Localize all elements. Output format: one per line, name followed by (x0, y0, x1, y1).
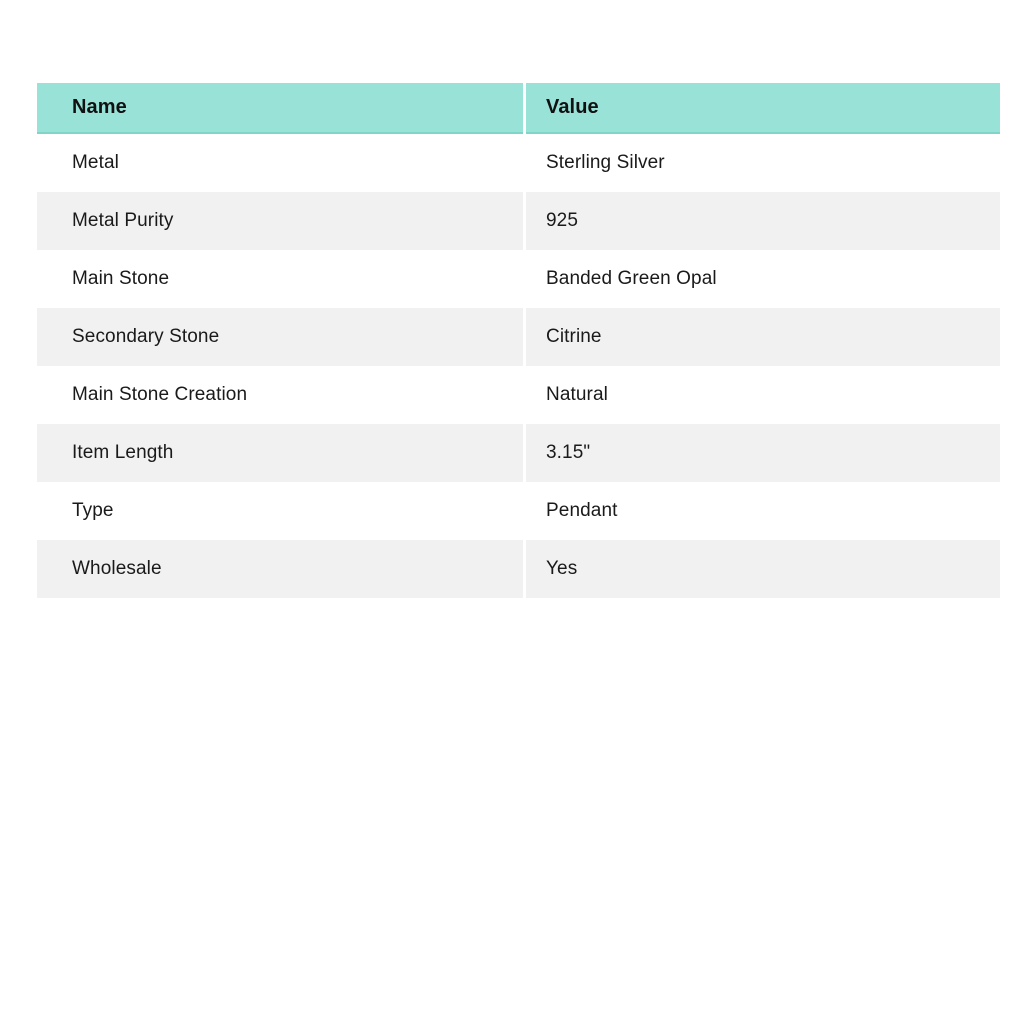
attribute-value-cell: Pendant (546, 500, 618, 521)
attribute-name-cell: Metal (72, 152, 119, 173)
table-row (37, 424, 1000, 482)
table-row (37, 308, 1000, 366)
attribute-name-cell: Wholesale (37, 540, 523, 598)
attribute-value-cell: Citrine (526, 308, 1000, 366)
attribute-name-cell: Secondary Stone (37, 308, 523, 366)
attribute-name-cell: Type (72, 500, 114, 521)
table-row (37, 192, 1000, 250)
table-row (37, 540, 1000, 598)
attribute-value-cell: 3.15" (526, 424, 1000, 482)
attribute-value-cell: 925 (526, 192, 1000, 250)
attribute-value-cell: Natural (546, 384, 608, 405)
product-attributes-table (37, 83, 1000, 598)
attribute-name-cell: Item Length (37, 424, 523, 482)
attribute-name-cell: Metal Purity (37, 192, 523, 250)
attribute-value-cell: Sterling Silver (546, 152, 665, 173)
attribute-value-cell: Yes (526, 540, 1000, 598)
table-row (37, 366, 1000, 424)
attribute-name-cell: Main Stone (72, 268, 170, 289)
header-value-cell: Value (526, 83, 1000, 134)
table-body (37, 134, 1000, 598)
table-header-row (37, 83, 1000, 134)
table-row (37, 250, 1000, 308)
table-row (37, 134, 1000, 192)
table-row (37, 482, 1000, 540)
attribute-name-cell: Main Stone Creation (72, 384, 248, 405)
attribute-value-cell: Banded Green Opal (546, 268, 717, 289)
header-name-cell: Name (37, 83, 523, 134)
